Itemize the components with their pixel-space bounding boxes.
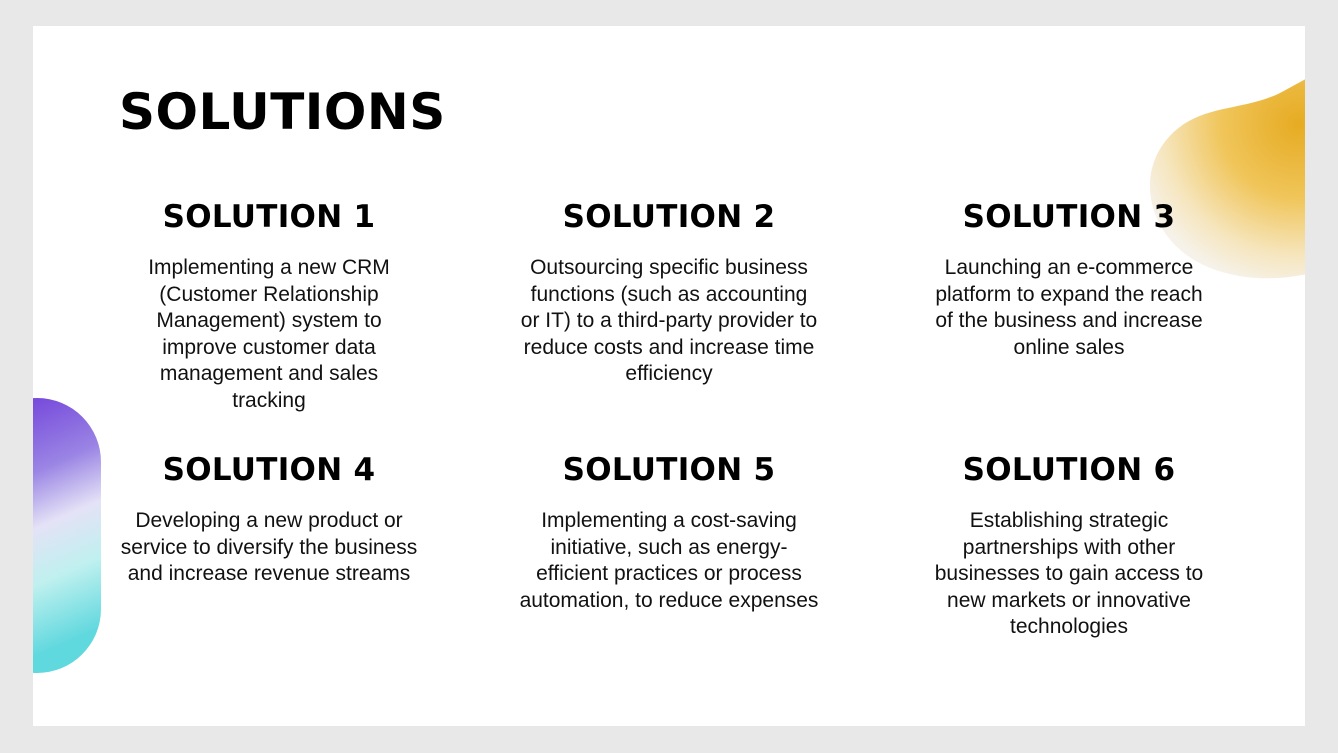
solution-heading: SOLUTION 3 [962,199,1176,235]
slide [33,26,1305,726]
solution-heading: SOLUTION 6 [962,452,1176,488]
solution-heading: SOLUTION 2 [562,199,776,235]
slide-title: SOLUTIONS [119,83,446,141]
solution-description: Developing a new product or service to diversify the business and increase revenue streams [120,509,418,585]
purple-blob-decoration [33,398,101,673]
solution-card-1 [109,197,429,414]
solution-card-4 [109,450,429,588]
solution-card-5 [509,450,829,614]
solution-card-6 [909,450,1229,641]
solution-description: Launching an e-commerce platform to expand the reach of the business and increase online sales [935,256,1203,359]
solution-description: Outsourcing specific business functions (such as accounting or IT) to a third-party provider to reduce costs and increase time efficiency [520,256,818,385]
solution-description: Establishing strategic partnerships with other businesses to gain access to new markets or innovative technologies [934,509,1204,638]
solution-description: Implementing a cost-saving initiative, such as energy-efficient practices or process automation, to reduce expenses [519,509,819,612]
solution-heading: SOLUTION 1 [162,199,376,235]
solution-heading: SOLUTION 5 [562,452,776,488]
solution-card-3 [909,197,1229,361]
solution-description: Implementing a new CRM (Customer Relationship Management) system to improve customer data management and sales tracking [148,256,390,412]
solution-heading: SOLUTION 4 [162,452,376,488]
solution-card-2 [509,197,829,388]
